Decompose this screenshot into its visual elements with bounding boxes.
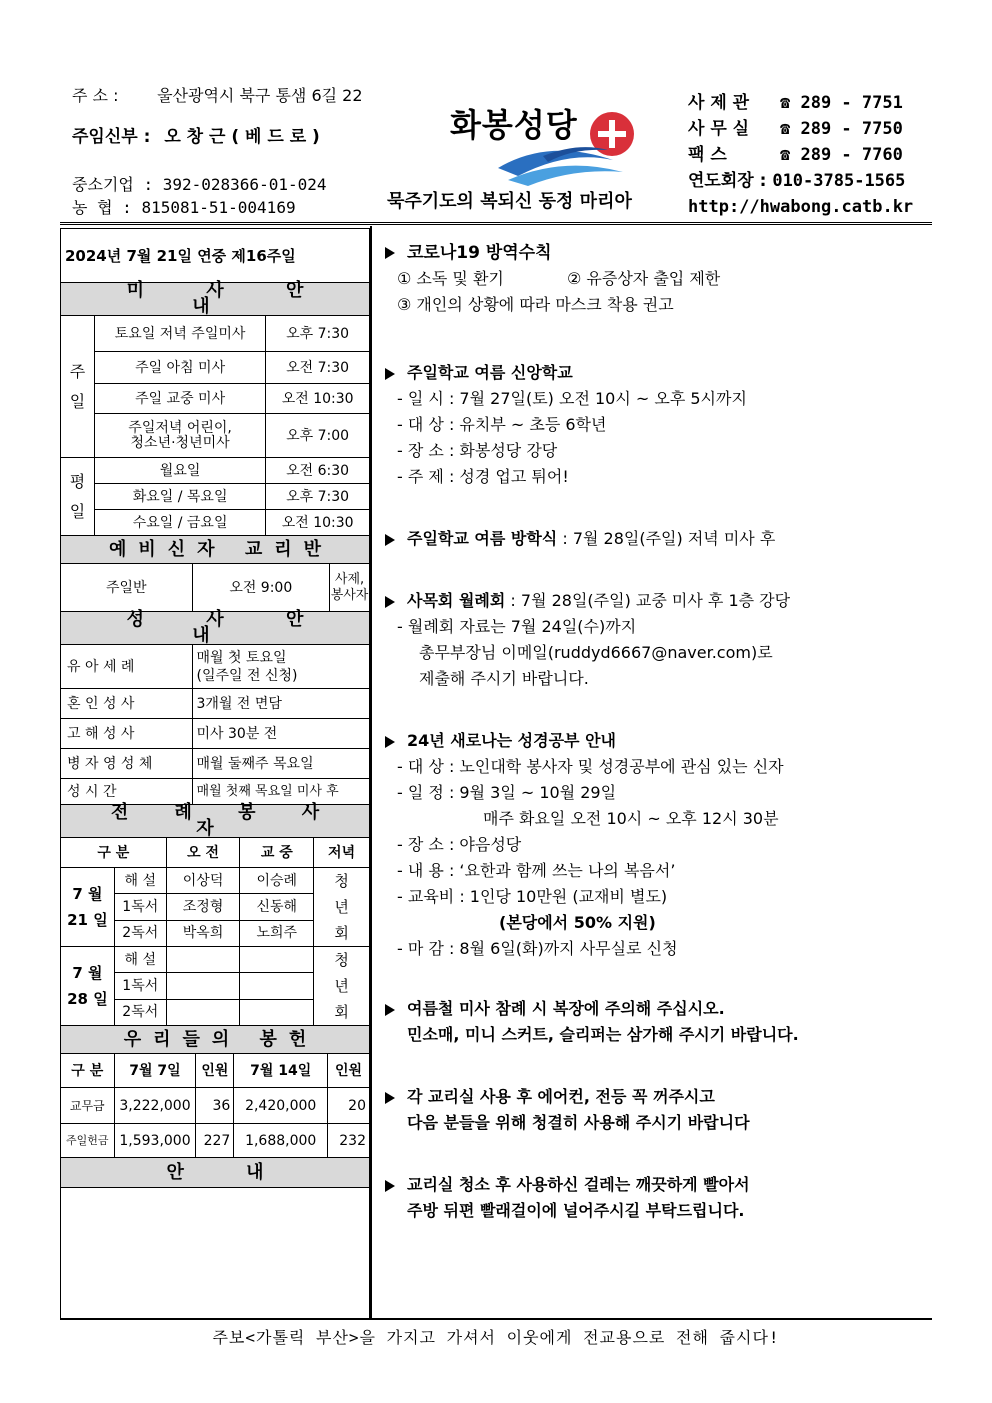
bible-line: - 마 감 : 8월 6일(화)까지 사무실로 신청 (397, 939, 678, 958)
bible-line: - 대 상 : 노인대학 봉사자 및 성경공부에 관심 있는 신자 (397, 757, 784, 776)
logo-text: 화봉성당 (450, 106, 578, 144)
classroom-notice: 각 교리실 사용 후 에어컨, 전등 꼭 꺼주시고 (385, 1084, 945, 1110)
mass-section-title: 미 사 안 내 (61, 283, 370, 316)
bank-account-2: 농 협 : 815081-51-004169 (72, 198, 296, 217)
footer-divider (60, 1318, 932, 1320)
sacrament-info: 미사 30분 전 (192, 719, 369, 749)
mass-row-time: 오후 7:30 (266, 316, 370, 352)
liturgy-am: 박옥희 (166, 920, 240, 946)
offering-count: 36 (196, 1088, 234, 1124)
sacrament-name: 혼 인 성 사 (61, 689, 193, 719)
liturgy-header-am: 오 전 (166, 838, 240, 868)
pastor: 주임신부 : 오 창 근 ( 베 드 로 ) (72, 127, 320, 147)
covid-section: 코로나19 방역수칙 (385, 240, 945, 266)
liturgy-header-div: 구 분 (61, 838, 167, 868)
offering-header-date1: 7월 7일 (114, 1054, 196, 1088)
sacrament-info: 3개월 전 면담 (192, 689, 369, 719)
liturgy-role: 2독서 (114, 920, 166, 946)
church-logo (448, 98, 658, 188)
bible-line: (본당에서 50% 지원) (499, 913, 656, 932)
contact-fax: 팩 스 ☎ 289 - 7760 (688, 145, 903, 165)
sacrament-info: 매월 둘째주 목요일 (192, 749, 369, 779)
triangle-bullet-icon (385, 247, 395, 259)
contact-council: 연도회장 : 010-3785-1565 (688, 171, 906, 191)
triangle-bullet-icon (385, 736, 395, 748)
notice-body (61, 1188, 370, 1318)
liturgy-am (166, 973, 240, 999)
classroom-line: 다음 분들을 위해 청결히 사용해 주시기 바랍니다 (407, 1113, 750, 1132)
liturgy-role: 1독서 (114, 894, 166, 920)
catechumen-class: 주일반 (61, 564, 193, 612)
liturgy-header-main: 교 중 (240, 838, 314, 868)
weekday-label: 평 일 (61, 458, 95, 536)
mass-row-name: 주일저녁 어린이, 청소년·청년미사 (94, 414, 265, 458)
covid-rules: ① 소독 및 환기 ② 유증상자 출입 제한 (397, 269, 721, 288)
contact-rectory: 사 제 관 ☎ 289 - 7751 (688, 93, 903, 113)
left-info-table (60, 228, 370, 805)
parish-url[interactable]: http://hwabong.catb.kr (688, 197, 914, 217)
address: 주 소 : 울산광역시 북구 통샘 6길 22 (72, 86, 363, 105)
offering-value: 1,593,000 (114, 1124, 196, 1158)
liturgy-am: 이상덕 (166, 868, 240, 894)
sacrament-name: 성 시 간 (61, 779, 193, 805)
offering-value: 1,688,000 (234, 1124, 328, 1158)
liturgy-role: 1독서 (114, 973, 166, 999)
camp-line: - 장 소 : 화봉성당 강당 (397, 441, 558, 460)
liturgy-main (240, 999, 314, 1025)
bible-study-section: 24년 새로나는 성경공부 안내 (385, 728, 945, 754)
left-column (60, 228, 370, 1318)
mass-row-time: 오전 10:30 (266, 384, 370, 414)
liturgy-main: 신동해 (240, 894, 314, 920)
liturgy-role: 해 설 (114, 947, 166, 973)
sacrament-info: 매월 첫째 목요일 미사 후 (192, 779, 369, 805)
liturgy-eve: 청 년 회 (314, 947, 370, 1026)
camp-line: - 일 시 : 7월 27일(토) 오전 10시 ~ 오후 5시까지 (397, 389, 747, 408)
catechumen-section-title: 예비신자 교리반 (61, 536, 370, 564)
offering-header-count1: 인원 (196, 1054, 234, 1088)
sacrament-section-title: 성 사 안 내 (61, 612, 370, 645)
liturgy-role: 해 설 (114, 868, 166, 894)
offering-count: 20 (328, 1088, 370, 1124)
offering-table (60, 1025, 370, 1318)
header-divider (60, 222, 932, 225)
mass-row-name: 월요일 (94, 458, 265, 484)
liturgy-role: 2독서 (114, 999, 166, 1025)
bank-account-1: 중소기업 : 392-028366-01-024 (72, 175, 327, 194)
camp-line: - 대 상 : 유치부 ~ 초등 6학년 (397, 415, 607, 434)
offering-count: 227 (196, 1124, 234, 1158)
liturgy-main (240, 973, 314, 999)
pastoral-line: 총무부장님 이메일(ruddyd6667@naver.com)로 (419, 643, 773, 662)
liturgy-am: 조정형 (166, 894, 240, 920)
sacrament-name: 병 자 영 성 체 (61, 749, 193, 779)
column-divider (370, 226, 372, 1319)
bible-line: - 내 용 : ‘요한과 함께 쓰는 나의 복음서’ (397, 861, 676, 880)
pastoral-council-section: 사목회 월례회 : 7월 28일(주일) 교중 미사 후 1층 강당 (385, 588, 945, 614)
liturgy-section-title: 전 례 봉 사 자 (61, 805, 370, 838)
contact-list (688, 90, 913, 220)
mop-notice: 교리실 청소 후 사용하신 걸레는 깨끗하게 빨아서 (385, 1172, 945, 1198)
mass-row-name: 수요일 / 금요일 (94, 510, 265, 536)
sunday-label: 주 일 (61, 316, 95, 458)
footer-message: 주보<가톨릭 부산>을 가지고 가셔서 이웃에게 전교용으로 전해 줍시다! (212, 1328, 780, 1347)
mass-row-time: 오전 7:30 (266, 352, 370, 384)
mass-row-time: 오후 7:30 (266, 484, 370, 510)
liturgy-table (60, 804, 370, 1026)
offering-header-count2: 인원 (328, 1054, 370, 1088)
triangle-bullet-icon (385, 534, 395, 546)
right-column (385, 240, 945, 1224)
patron-saint: 묵주기도의 복되신 동정 마리아 (387, 191, 632, 212)
pastoral-line: 제출해 주시기 바랍니다. (419, 669, 589, 688)
liturgy-date: 7 월 21 일 (61, 868, 115, 947)
liturgy-date: 7 월 28 일 (61, 947, 115, 1026)
offering-value: 2,420,000 (234, 1088, 328, 1124)
mass-row-time: 오전 6:30 (266, 458, 370, 484)
contact-office: 사 무 실 ☎ 289 - 7750 (688, 119, 903, 139)
mass-row-name: 화요일 / 목요일 (94, 484, 265, 510)
dress-code-notice: 여름철 미사 참례 시 복장에 주의해 주십시오. (385, 996, 945, 1022)
triangle-bullet-icon (385, 368, 395, 380)
vacation-section: 주일학교 여름 방학식 : 7월 28일(주일) 저녁 미사 후 (385, 526, 945, 552)
triangle-bullet-icon (385, 1092, 395, 1104)
liturgy-main: 이승례 (240, 868, 314, 894)
bible-line: - 장 소 : 야음성당 (397, 835, 522, 854)
liturgy-main (240, 947, 314, 973)
offering-header-div: 구 분 (61, 1054, 115, 1088)
bible-line: - 일 정 : 9월 3일 ~ 10월 29일 (397, 783, 617, 802)
notice-section-title: 안 내 (61, 1158, 370, 1188)
liturgy-am (166, 999, 240, 1025)
mass-row-name: 주일 교중 미사 (94, 384, 265, 414)
liturgy-eve: 청 년 회 (314, 868, 370, 947)
sacrament-name: 유 아 세 례 (61, 645, 193, 689)
mass-row-time: 오후 7:00 (266, 414, 370, 458)
liturgy-header-eve: 저녁 (314, 838, 370, 868)
triangle-bullet-icon (385, 1004, 395, 1016)
catechumen-teacher: 사제, 봉사자 (330, 564, 370, 612)
catechumen-time: 오전 9:00 (192, 564, 330, 612)
offering-header-date2: 7월 14일 (234, 1054, 328, 1088)
offering-name: 주일헌금 (61, 1124, 115, 1158)
liturgy-am (166, 947, 240, 973)
offering-section-title: 우리들의 봉헌 (61, 1026, 370, 1054)
summer-camp-section: 주일학교 여름 신앙학교 (385, 360, 945, 386)
date-title: 2024년 7월 21일 연중 제16주일 (61, 229, 370, 283)
sacrament-info: 매월 첫 토요일 (일주일 전 신청) (192, 645, 369, 689)
mass-row-name: 주일 아침 미사 (94, 352, 265, 384)
triangle-bullet-icon (385, 596, 395, 608)
bible-line: - 교육비 : 1인당 10만원 (교재비 별도) (397, 887, 668, 906)
offering-value: 3,222,000 (114, 1088, 196, 1124)
camp-line: - 주 제 : 성경 업고 튀어! (397, 467, 569, 486)
triangle-bullet-icon (385, 1180, 395, 1192)
mass-row-name: 토요일 저녁 주일미사 (94, 316, 265, 352)
bible-line: 매주 화요일 오전 10시 ~ 오후 12시 30분 (483, 809, 779, 828)
sacrament-name: 고 해 성 사 (61, 719, 193, 749)
mop-line: 주방 뒤편 빨래걸이에 널어주시길 부탁드립니다. (407, 1201, 745, 1220)
logo-wave-icon (448, 98, 658, 188)
covid-rule-mask: ③ 개인의 상황에 따라 마스크 착용 권고 (397, 295, 674, 314)
pastoral-line: - 월례회 자료는 7월 24일(수)까지 (397, 617, 637, 636)
offering-count: 232 (328, 1124, 370, 1158)
dress-code-line: 민소매, 미니 스커트, 슬리퍼는 삼가해 주시기 바랍니다. (407, 1025, 799, 1044)
mass-row-time: 오전 10:30 (266, 510, 370, 536)
offering-name: 교무금 (61, 1088, 115, 1124)
liturgy-main: 노희주 (240, 920, 314, 946)
